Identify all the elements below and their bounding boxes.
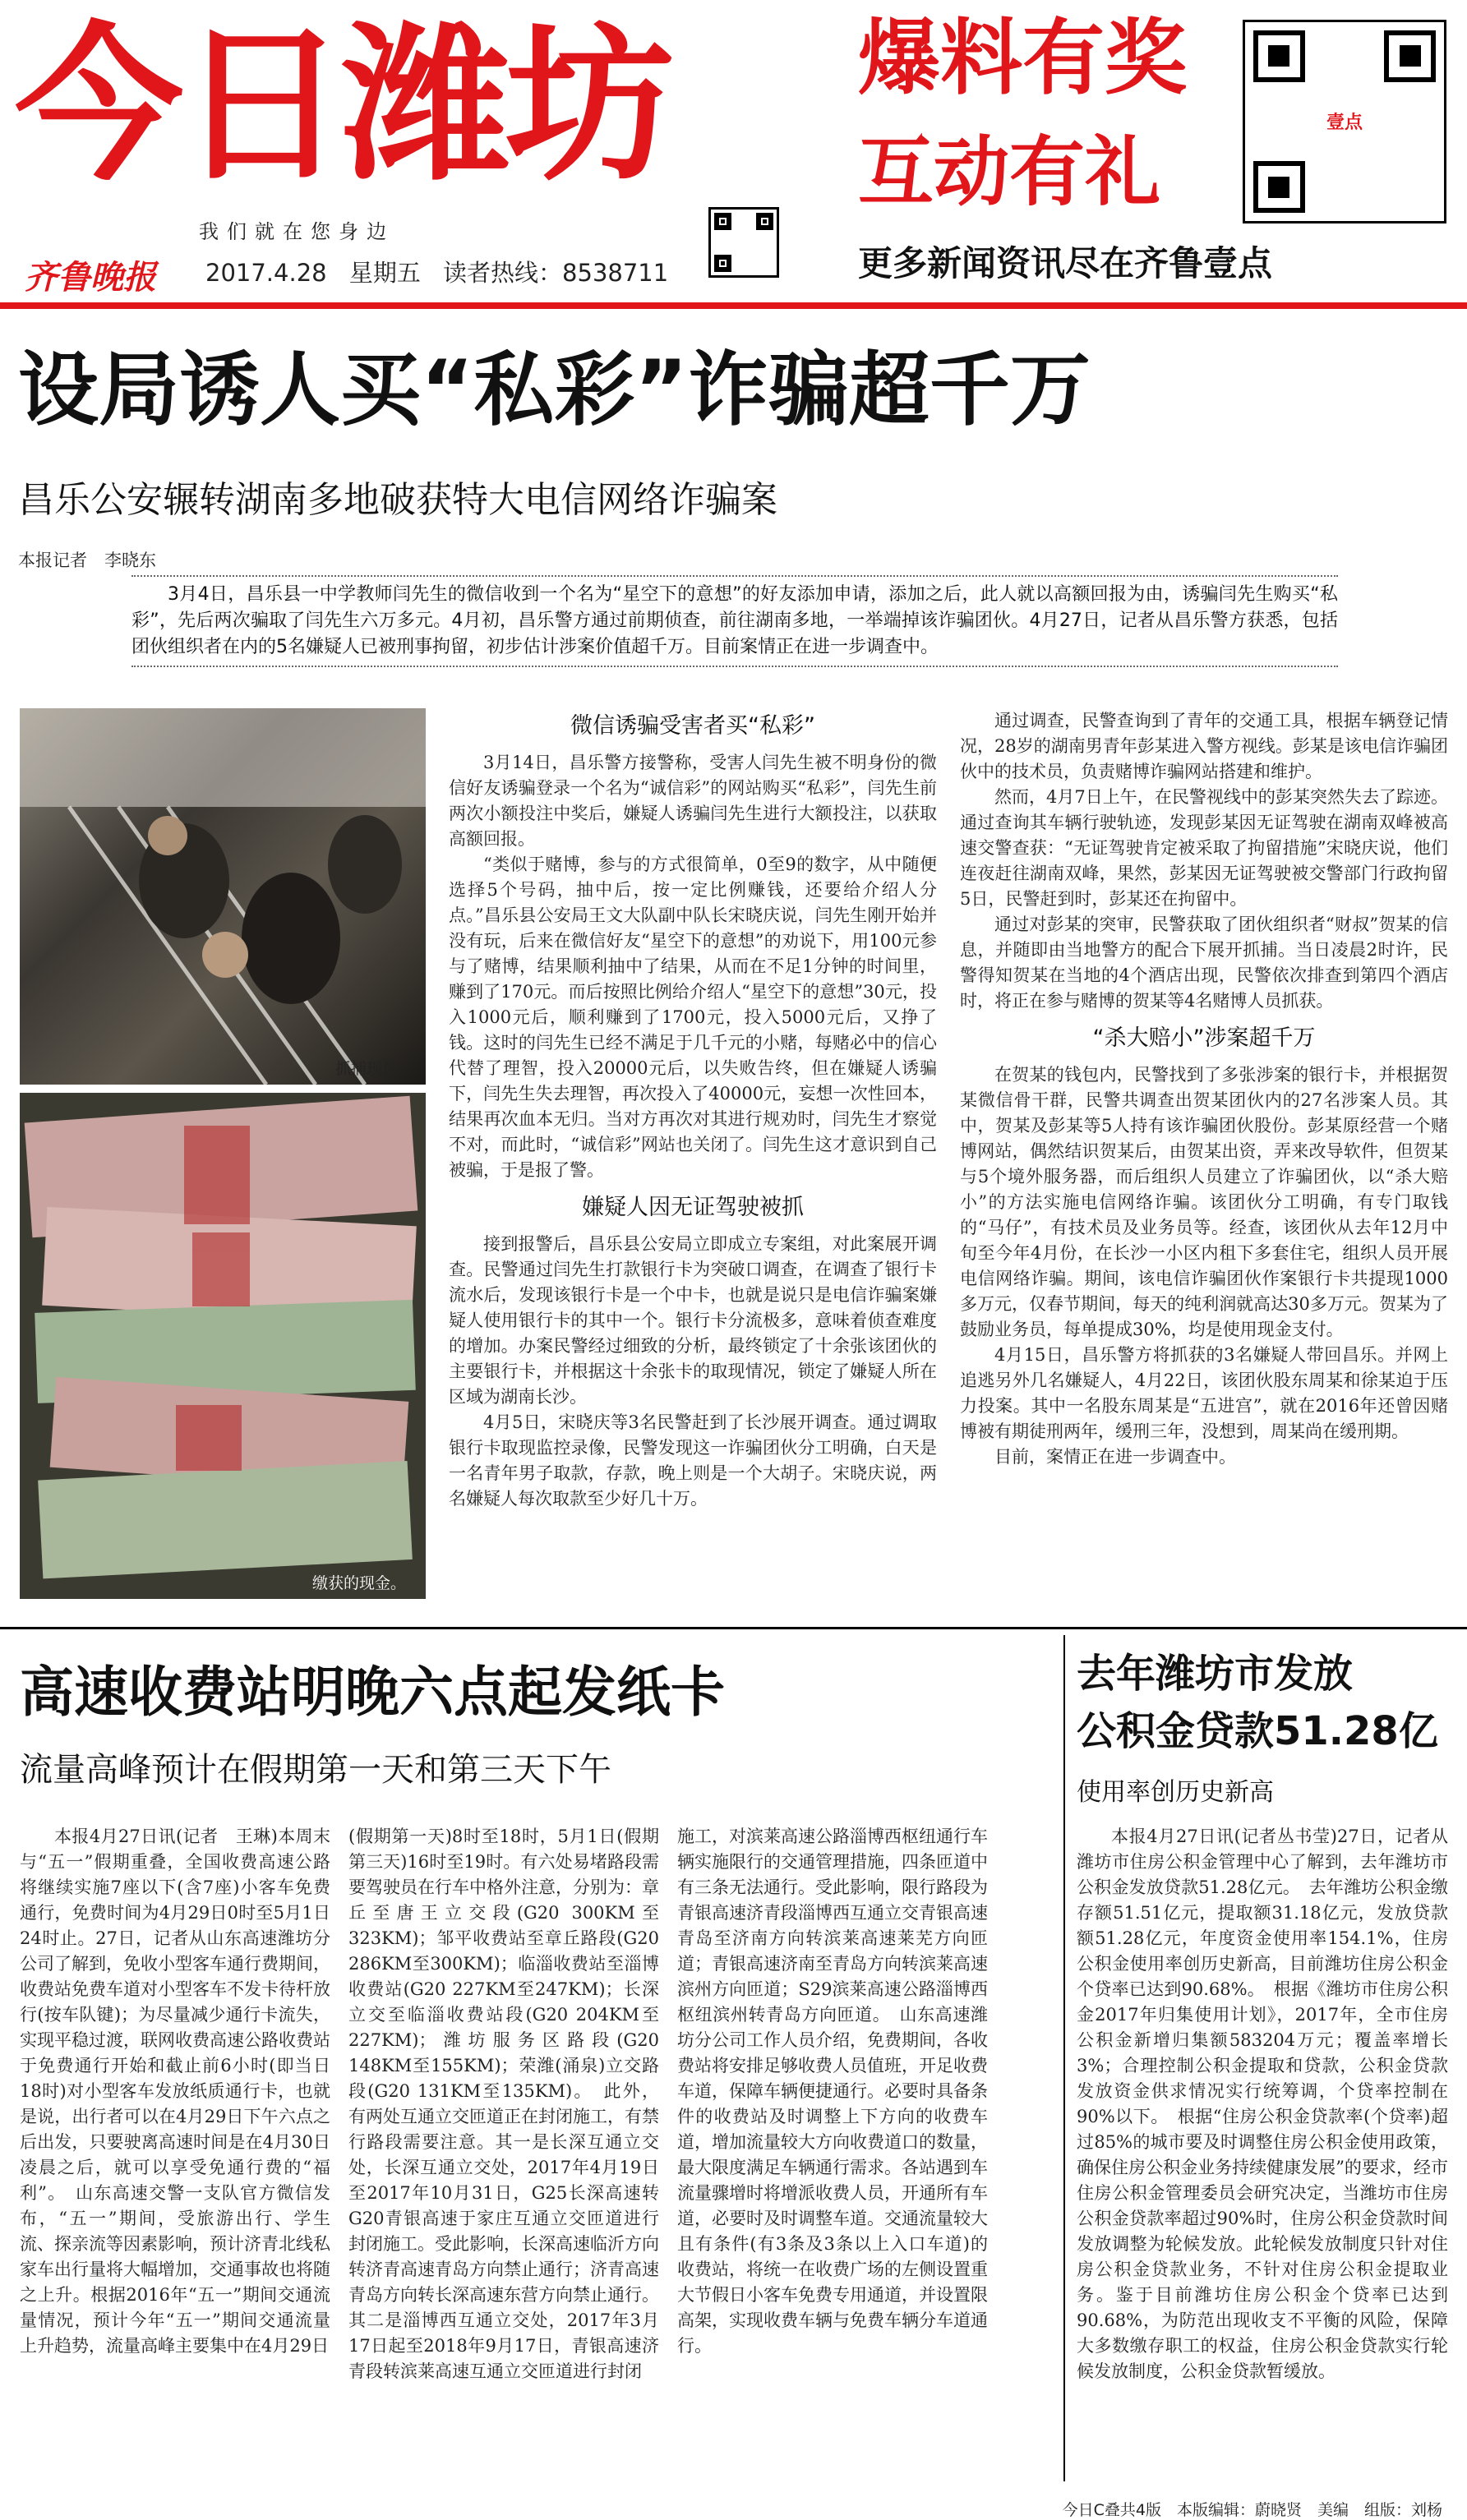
- article1-column2: [960, 708, 1448, 1612]
- issue-weekday: 星期五: [348, 259, 421, 287]
- qr-finder: [1384, 30, 1436, 82]
- article1-paragraph: 通过对彭某的突审，民警获取了团伙组织者“财叔”贺某的信息，并随即由当地警方的配合下展开抓捕。当日凌晨2时许，民警得知贺某在当地的4个酒店出现，民警依次排查到第四个酒店时，将正在参与赌博的贺某等4名赌博人员抓获。: [960, 914, 1448, 1011]
- article3-headline-line1: 去年潍坊市发放: [1077, 1651, 1354, 1697]
- article1-paragraph: 4月15日，昌乐警方将抓获的3名嫌疑人带回昌乐。并网上追逃另外几名嫌疑人，4月22日，该团伙股东周某和徐某迫于压力投案。其中一名股东周某是“五进宫”，就在2016年还曾因赌博被有期徒刑两年，缓刑三年，没想到，周某尚在缓刑期。: [960, 1345, 1448, 1441]
- article3-paragraph: 本报4月27日讯(记者丛书莹)27日，记者从潍坊市住房公积金管理中心了解到，去年潍坊市公积金发放贷款51.28亿元。 去年潍坊公积金缴存额51.51亿元，提取额31.18亿元，发放贷款额51.28亿元，年度资金使用率154.1%，住房公积金使用率创历史新高，目前潍坊住房公积金个贷率已达到90.68%。 根据《潍坊市住房公积金2017年归集使用计划》，2017年，全市住房公积金新增归集额583204万元；覆盖率增长3%；合理控制公积金提取和贷款，公积金贷款发放资金供求情况实行统筹调，个贷率控制在90%以下。 根据“住房公积金贷款率(个贷率)超过85%的城市要及时调整住房公积金使用政策，确保住房公积金业务持续健康发展”的要求，经市住房公积金管理委员会研究决定，当潍坊市住房公积金贷款率超过90%时，住房公积金贷款时间发放调整为轮候发放。此轮候发放制度只针对住房公积金贷款业务，不针对住房公积金提取业务。鉴于目前潍坊住房公积金个贷率已达到90.68%，为防范出现收支不平衡的风险，保障大多数缴存职工的权益，住房公积金贷款实行轮候发放制度，公积金贷款暂缓放。: [1077, 1827, 1448, 2381]
- qr-finder: [756, 213, 773, 230]
- article1-lead-box: [131, 575, 1338, 667]
- photo2-caption: 缴获的现金。: [312, 1574, 407, 1592]
- article2-paragraph: 施工，对滨莱高速公路淄博西枢纽通行车辆实施限行的交通管理措施，四条匝道中有三条无法通行。受此影响，限行路段为青银高速济青段淄博西互通立交青银高速青岛至济南方向转滨莱高速莱芜方向匝道；青银高速济南至青岛方向转滨莱高速滨州方向匝道；S29滨莱高速公路淄博西枢纽滨州转青岛方向匝道。 山东高速潍坊分公司工作人员介绍，免费期间，各收费站将安排足够收费人员值班，开足收费车道，保障车辆便捷通行。必要时具备条件的收费站及时调整上下方向的收费车道，增加流量较大方向收费道口的数量，最大限度满足车辆通行需求。各站遇到车流量骤增时将增派收费人员，开通所有车道，必要时及时调整车道。交通流量较大且有条件(有3条及3条以上入口车道)的收费站，将统一在收费广场的左侧设置重大节假日小客车免费专用通道，并设置限高架，实现收费车辆与免费车辆分车道通行。: [677, 1827, 988, 2356]
- article1-paragraph: 然而，4月7日上午，在民警视线中的彭某突然失去了踪迹。通过查询其车辆行驶轨迹，发现彭某因无证驾驶在湖南双峰被高速交警查获：“无证驾驶肯定被采取了拘留措施”宋晓庆说，他们连夜赶往湖南双峰，果然，彭某因无证驾驶被交警部门行政拘留5日，民警赶到时，彭某还在拘留中。: [960, 787, 1448, 909]
- article2-paragraph: (假期第一天)8时至18时，5月1日(假期第三天)16时至19时。有六处易堵路段需要驾驶员在行车中格外注意，分别为：章丘至唐王立交段(G20 300KM至323KM)；邹平收费站至章丘路段(G20 286KM至300KM)；临淄收费站至淄博收费站(G20 227KM至247KM)；长深立交至临淄收费站段(G20 204KM至227KM)；潍坊服务区路段(G20 148KM至155KM)；荣潍(涌泉)立交路段(G20 131KM至135KM)。 此外，有两处互通立交匝道正在封闭施工，有禁行路段需要注意。其一是长深互通立交处，长深互通立交处，2017年4月19日至2017年10月31日，G25长深高速转G20青银高速于家庄互通立交匝道进行封闭施工。受此影响，长深高速临沂方向转济青高速青岛方向禁止通行；济青高速青岛方向转长深高速东营方向禁止通行。其二是淄博西互通立交处，2017年3月17日起至2018年9月17日，青银高速济青段转滨莱高速互通立交匝道进行封闭: [348, 1827, 659, 2381]
- article1-subhead-fraud: “杀大赔小”涉案超千万: [1092, 1025, 1316, 1051]
- article1-lead: 3月4日，昌乐县一中学教师闫先生的微信收到一个名为“星空下的意想”的好友添加申请，添加之后，此人就以高额回报为由，诱骗闫先生购买“私彩”，先后两次骗取了闫先生六万多元。4月初，昌乐警方通过前期侦查，前往湖南多地，一举端掉该诈骗团伙。4月27日，记者从昌乐警方获悉，包括团伙组织者在内的5名嫌疑人已被刑事拘留，初步估计涉案价值超千万。目前案情正在进一步调查中。: [131, 584, 1338, 657]
- article1-paragraph: 通过调查，民警查询到了青年的交通工具，根据车辆登记情况，28岁的湖南男青年彭某进入警方视线。彭某是该电信诈骗团伙中的技术员，负责赌博诈骗网站搭建和维护。: [960, 711, 1448, 781]
- qr-finder: [714, 255, 731, 272]
- paper-name: 齐鲁晚报: [25, 258, 156, 297]
- photo1-caption: 抓捕现场: [335, 1060, 399, 1078]
- article1-headline: 设局诱人买“私彩”诈骗超千万: [18, 343, 1091, 437]
- article1-paragraph: “类似于赌博，参与的方式很简单，0至9的数字，从中随便选择5个号码，抽中后，按一定比例赚钱，还要给介绍人分点。”昌乐县公安局王文大队副中队长宋晓庆说，闫先生刚开始并没有玩，后来在微信好友“星空下的意想”的劝说下，用100元参与了赌博，结果顺利抽中了结果，从而在不足1分钟的时间里，赚到了170元。而后按照比例给介绍人“星空下的意想”30元，投入1000元后，顺利赚到了1700元，投入5000元后，又挣了钱。这时的闫先生已经不满足于几千元的小赌，每赌必中的信心代替了理智，投入20000元后，以失败告终，但在嫌疑人诱骗下，闫先生失去理智，再次投入了40000元，妄想一次性回本，结果再次血本无归。当对方再次对其进行规劝时，闫先生才察觉不对，而此时，“诚信彩”网站也关闭了。闫先生这才意识到自己被骗，于是报了警。: [449, 855, 937, 1180]
- article3-headline-line2: 公积金贷款51.28亿: [1077, 1708, 1438, 1754]
- seized-cash-photo: [20, 1093, 426, 1599]
- article1-column1: [449, 708, 937, 1612]
- article2-headline: 高速收费站明晚六点起发纸卡: [20, 1661, 725, 1724]
- arrest-scene-illustration: [20, 708, 426, 1085]
- promo-line1: 爆料有奖: [858, 10, 1187, 106]
- reader-hotline: 读者热线：8538711: [443, 259, 669, 287]
- article1-paragraph: 接到报警后，昌乐县公安局立即成立专案组，对此案展开调查。民警通过闫先生打款银行卡为突破口调查，在调查了银行卡流水后，发现该银行卡是一个中卡，也就是说只是电信诈骗案嫌疑人使用银行卡的其中一个。银行卡分流极多，意味着侦查难度的增加。办案民警经过细致的分析，最终锁定了十余张该团伙的主要银行卡，并根据这十余张卡的取现情况，锁定了嫌疑人所在区域为湖南长沙。: [449, 1234, 937, 1407]
- brand-title: 今日潍坊: [15, 8, 669, 204]
- column-divider: [1063, 1635, 1065, 2481]
- article1-paragraph: 3月14日，昌乐警方接警称，受害人闫先生被不明身份的微信好友诱骗登录一个名为“诚信彩”的网站购买“私彩”，闫先生前两次小额投注中奖后，嫌疑人诱骗闫先生进行大额投注，以获取高额回报。: [449, 753, 937, 849]
- article1-paragraph: 在贺某的钱包内，民警找到了多张涉案的银行卡，并根据贺某微信骨干群，民警共调查出贺某团伙内的27名涉案人员。其中，贺某及彭某等5人持有该诈骗团伙股份。彭某原经营一个赌博网站，偶然结识贺某后，由贺某出资，弄来改导软件，但贺某与5个境外服务器，而后组织人员建立了诈骗团伙，以“杀大赔小”的方法实施电信网络诈骗。该团伙分工明确，有专门取钱的“马仔”，有技术员及业务员等。经查，该团伙从去年12月中旬至今年4月份，在长沙一小区内租下多套住宅，组织人员开展电信网络诈骗。期间，该电信诈骗团伙作案银行卡共提现1000多万元，仅春节期间，每天的纯利润就高达30多万元。贺某为了鼓励业务员，每单提成30%，均是使用现金支付。: [960, 1065, 1448, 1339]
- large-qr-code[interactable]: [1243, 20, 1446, 223]
- article1-byline: 本报记者 李晓东: [18, 551, 156, 570]
- article1-subhead-wechat: 微信诱骗受害者买“私彩”: [570, 713, 815, 739]
- article2-column2: [348, 1824, 659, 2481]
- masthead-divider: [0, 302, 1467, 309]
- article3-subheadline: 使用率创历史新高: [1077, 1778, 1274, 1807]
- qr-finder: [714, 213, 731, 230]
- article3-body: [1077, 1824, 1448, 2481]
- seized-cash-illustration: [20, 1093, 426, 1599]
- qr-finder: [1253, 30, 1305, 82]
- arrest-scene-photo: [20, 708, 426, 1085]
- article2-subheadline: 流量高峰预计在假期第一天和第三天下午: [20, 1751, 611, 1789]
- section-divider: [0, 1627, 1467, 1629]
- article2-column3: [677, 1824, 988, 2481]
- brand-slogan: 我们就在您身边: [199, 220, 394, 243]
- qr-finder: [1253, 161, 1305, 213]
- promo-line2: 互动有礼: [858, 128, 1161, 216]
- page-footer: 今日C叠共4版 本版编辑：蔚晓贤 美编 组版：刘杨: [1062, 2501, 1442, 2519]
- article1-paragraph: 目前，案情正在进一步调查中。: [994, 1447, 1236, 1467]
- dateline: [205, 255, 668, 288]
- article1-subheadline: 昌乐公安辗转湖南多地破获特大电信网络诈骗案: [18, 479, 777, 521]
- article2-column1: [20, 1824, 330, 2481]
- article2-paragraph: 本报4月27日讯(记者 王琳)本周末与“五一”假期重叠，全国收费高速公路将继续实施7座以下(含7座)小客车免费通行，免费时间为4月29日0时至5月1日24时止。27日，记者从山东高速潍坊分公司了解到，免收小型客车通行费期间，收费站免费车道对小型客车不发卡待杆放行(按车队键)；为尽量减少通行卡流失，实现平稳过渡，联网收费高速公路收费站于免费通行开始和截止前6小时(即当日18时)对小型客车发放纸质通行卡，也就是说，出行者可以在4月29日下午六点之后出发，只要驶离高速时间是在4月30日凌晨之后，就可以享受免通行费的“福利”。 山东高速交警一支队官方微信发布，“五一”期间，受旅游出行、学生流、探亲流等因素影响，预计济青北线私家车出行量将大幅增加，交通事故也将随之上升。根据2016年“五一”期间交通流量情况，预计今年“五一”期间交通流量上升趋势，流量高峰主要集中在4月29日: [20, 1827, 330, 2356]
- article1-paragraph: 4月5日，宋晓庆等3名民警赶到了长沙展开调查。通过调取银行卡取现监控录像，民警发现这一诈骗团伙分工明确，白天是一名青年男子取款，存款，晚上则是一个大胡子。宋晓庆说，两名嫌疑人每次取款至少好几十万。: [449, 1412, 937, 1509]
- qilu-yidian-logo: 壹点: [1321, 98, 1368, 145]
- article1-subhead-arrest: 嫌疑人因无证驾驶被抓: [582, 1195, 804, 1220]
- issue-date: 2017.4.28: [205, 259, 327, 287]
- small-qr-code[interactable]: [708, 207, 779, 278]
- promo-line3: 更多新闻资讯尽在齐鲁壹点: [858, 243, 1273, 283]
